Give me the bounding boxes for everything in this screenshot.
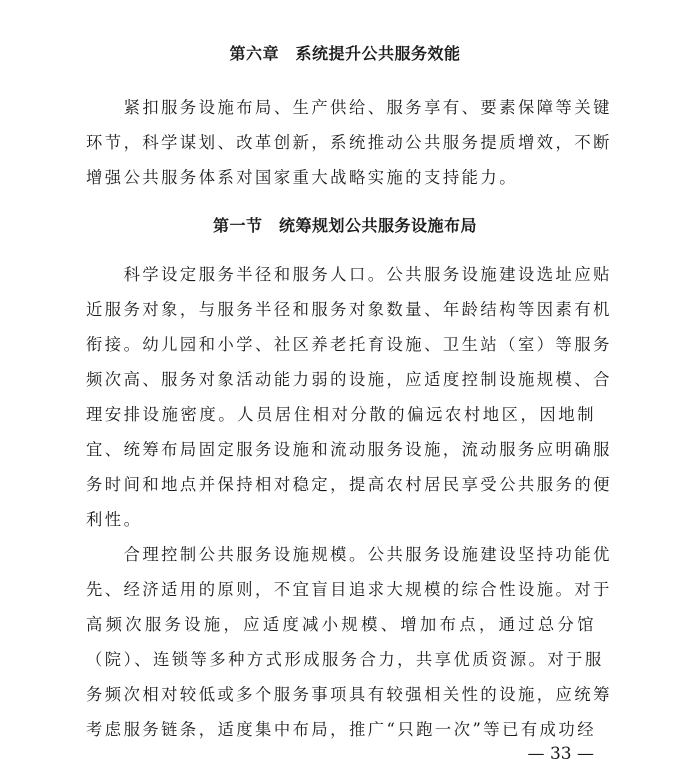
text-line: 紧扣服务设施布局、生产供给、服务享有、要素保障等关键 [86, 98, 612, 117]
text-line: 利性。 [86, 510, 143, 529]
text-line: 科学设定服务半径和服务人口。公共服务设施建设选址应贴 [86, 265, 612, 284]
text-line: 宜、统筹布局固定服务设施和流动服务设施，流动服务应明确服 [86, 440, 612, 459]
text-line: 务频次相对较低或多个服务事项具有较强相关性的设施，应统筹 [86, 685, 612, 704]
text-line: 环节，科学谋划、改革创新，系统推动公共服务提质增效，不断 [86, 133, 612, 152]
text-line: （院）、连锁等多种方式形成服务合力，共享优质资源。对于服 [86, 650, 604, 669]
text-line: 先、经济适用的原则，不宜盲目追求大规模的综合性设施。对于 [86, 580, 612, 599]
text-line: 考虑服务链条，适度集中布局，推广“只跑一次”等已有成功经 [86, 720, 596, 739]
text-line: 高频次服务设施，应适度减小规模、增加布点，通过总分馆 [86, 615, 596, 634]
text-line: 理安排设施密度。人员居住相对分散的偏远农村地区，因地制 [86, 405, 596, 424]
section-title: 第一节 统筹规划公共服务设施布局 [212, 216, 477, 235]
text-line: 增强公共服务体系对国家重大战略实施的支持能力。 [86, 168, 518, 187]
text-line: 频次高、服务对象活动能力弱的设施，应适度控制设施规模、合 [86, 370, 612, 389]
page-number: — 33 — [527, 744, 594, 764]
text-line: 务时间和地点并保持相对稳定，提高农村居民享受公共服务的便 [86, 475, 612, 494]
text-line: 合理控制公共服务设施规模。公共服务设施建设坚持功能优 [86, 545, 612, 564]
chapter-title: 第六章 系统提升公共服务效能 [229, 44, 461, 63]
text-line: 衔接。幼儿园和小学、社区养老托育设施、卫生站（室）等服务 [86, 335, 612, 354]
text-line: 近服务对象，与服务半径和服务对象数量、年龄结构等因素有机 [86, 300, 612, 319]
